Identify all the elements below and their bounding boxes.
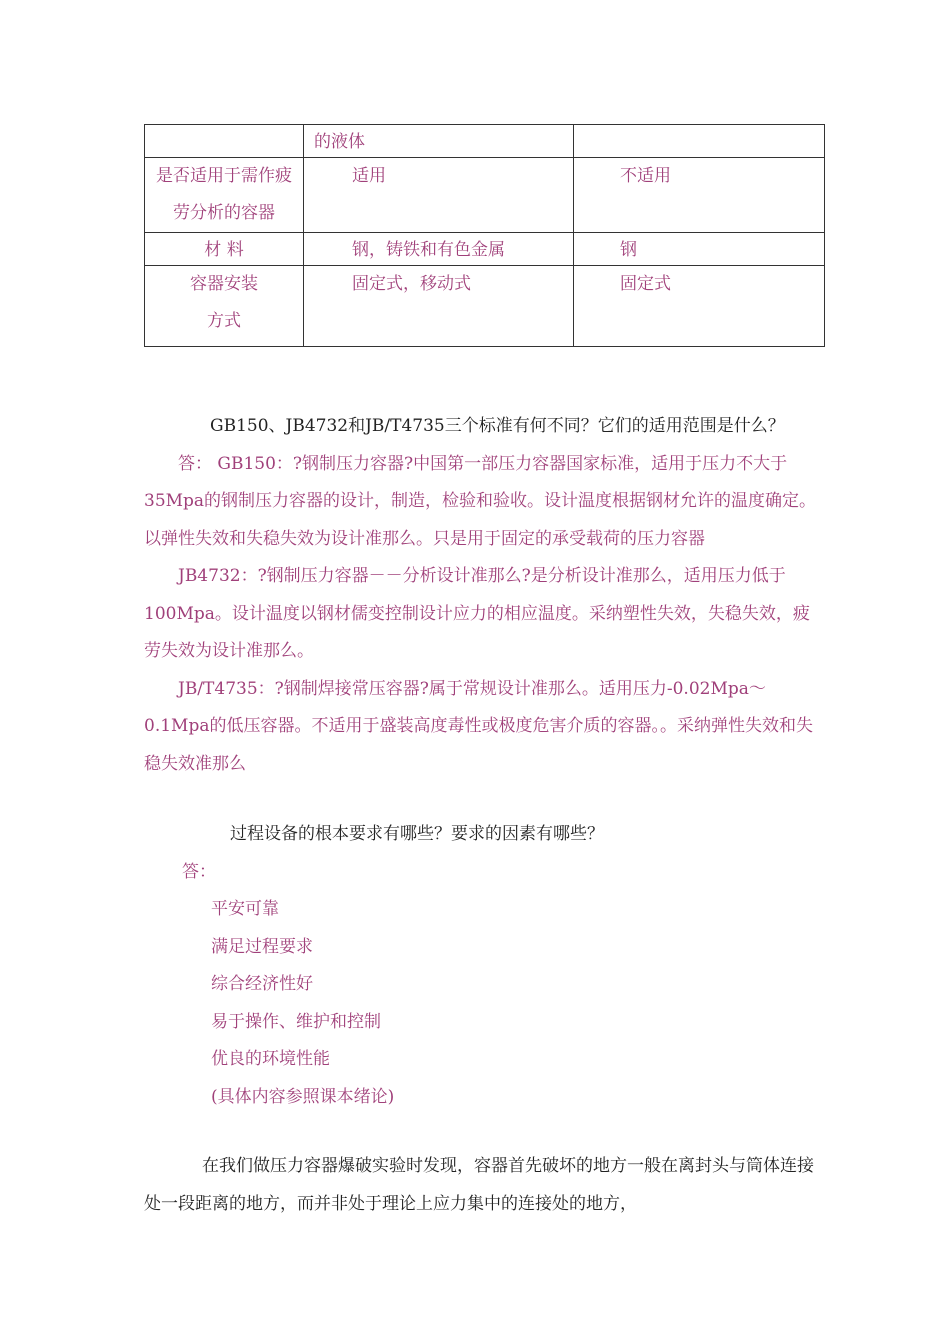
table-cell: 不适用 [574, 158, 825, 233]
table-cell: 固定式，移动式 [304, 266, 574, 347]
answer-2-label: 答： [182, 861, 216, 882]
table-row [145, 233, 825, 266]
table-cell: 是否适用于需作疲劳分析的容器 [145, 158, 304, 233]
answer-1-jb4732: JB4732：?钢制压力容器－－分析设计准那么?是分析设计准那么，适用压力低于100Mpa。设计温度以钢材儒变控制设计应力的相应温度。采纳塑性失效，失稳失效，疲劳失效为设计准那么。 [144, 566, 810, 661]
comparison-table [144, 124, 825, 347]
list-item: 平安可靠 [211, 899, 279, 919]
table-row [145, 158, 825, 233]
answer-2-note: (具体内容参照课本绪论) [211, 1086, 395, 1107]
table-cell: 钢 [574, 233, 825, 266]
table-row [145, 125, 825, 158]
question-3: 在我们做压力容器爆破实验时发现，容器首先破坏的地方一般在离封头与筒体连接处一段距离的地方，而并非处于理论上应力集中的连接处的地方， [144, 1156, 814, 1214]
answer-gb150-text: GB150：?钢制压力容器?中国第一部压力容器国家标准，适用于压力不大于35Mpa的钢制压力容器的设计，制造，检验和验收。设计温度根据钢材允许的温度确定。以弹性失效和失稳失效为设计准那么。只是用于固定的承受载荷的压力容器 [144, 453, 817, 549]
table-cell: 固定式 [574, 266, 825, 347]
answer-label: 答： [178, 453, 212, 474]
question-1: GB150、JB4732和JB/T4735三个标准有何不同？它们的适用范围是什么？ [210, 416, 785, 436]
list-item: 综合经济性好 [211, 974, 313, 994]
question-3-block [144, 1148, 824, 1223]
table-cell [574, 125, 825, 158]
list-item: 满足过程要求 [211, 936, 313, 957]
question-2-block [144, 816, 824, 1116]
question-1-block [144, 408, 824, 783]
list-item: 易于操作、维护和控制 [211, 1011, 381, 1032]
table-cell: 容器安装方式 [145, 266, 304, 347]
answer-1-jbt4735: JB/T4735：?钢制焊接常压容器?属于常规设计准那么。适用压力-0.02Mpa～0.1Mpa的低压容器。不适用于盛装高度毒性或极度危害介质的容器。。采纳弹性失效和失稳失效准那么 [144, 678, 813, 774]
table-row [145, 266, 825, 347]
question-2: 过程设备的根本要求有哪些？要求的因素有哪些？ [230, 824, 604, 844]
table-cell: 钢，铸铁和有色金属 [304, 233, 574, 266]
table-cell: 的液体 [304, 125, 574, 158]
table-cell: 适用 [304, 158, 574, 233]
list-item: 优良的环境性能 [211, 1049, 330, 1069]
answer-1-gb150 [144, 446, 824, 559]
table-cell: 材 料 [145, 233, 304, 266]
table-cell [145, 125, 304, 158]
